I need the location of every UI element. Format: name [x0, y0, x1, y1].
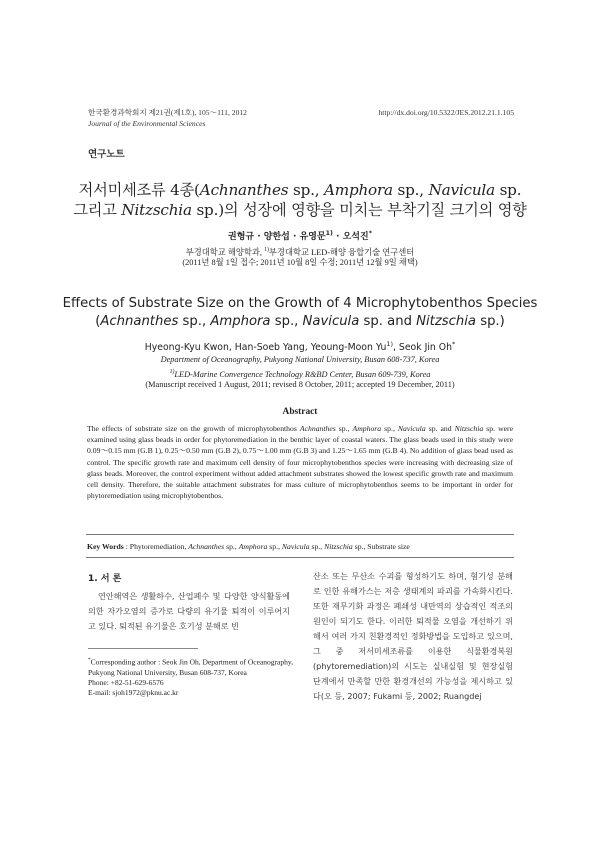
doi-link[interactable]: http://dx.doi.org/10.5322/JES.2012.21.1.105: [378, 108, 514, 117]
english-affiliation-1: Department of Oceanography, Pukyong National University, Busan 608-737, Korea: [160, 355, 440, 364]
journal-citation-ko: 한국환경과학회지 제21권(제1호), 105～111, 2012: [88, 108, 247, 117]
korean-title-line1: 저서미세조류 4종(Achnanthes sp., Amphora sp., Navicula sp.: [78, 181, 522, 199]
korean-title-line2: 그리고 Nitzschia sp.)의 성장에 영향을 미치는 부착기질 크기의 영향: [73, 201, 527, 219]
intro-left-text: 연안해역은 생활하수, 산업폐수 및 다양한 양식활동에 의한 자가오염의 증가로 다량의 유기물 퇴적이 이루어지고 있다. 퇴적된 유기물은 호기성 분해로 빈: [88, 591, 290, 631]
english-title-line2: (Achnanthes sp., Amphora sp., Navicula sp. and Nitzschia sp.): [95, 314, 505, 329]
abstract-title: Abstract: [282, 407, 318, 417]
abstract-body: The effects of substrate size on the growth of microphytobenthos Achnanthes sp., Amphora sp., Navicula sp. and Nitzschia sp. were examined using glass beads in order for phytoremediation in the benthic layer of coastal waters. The glass beads used in this study were 0.09～0.15 mm (G.B 1), 0.25～0.50 mm (G.B 2), 0.75～1.00 mm (G.B 3) and 1.25～1.65 mm (G.B 4). No addition of glass bead used as control. The specific growth rate and maximum cell density of four microphytobenthos species were increasing with decreasing size of glass beads. Moreover, the control experiment without added attachment substrates showed the lowest specific growth rate and maximum cell density. Therefore, the suitable attachment substrates for mass culture of microphytobenthos seems to be important in order for phytoremediation using microphytobenthos.: [87, 424, 514, 501]
english-authors: Hyeong-Kyu Kwon, Han-Soeb Yang, Yeoung-Moon Yu$^{1)}$, Seok Jin Oh*: [144, 340, 456, 354]
korean-affiliation: 부경대학교 해양학과, $^{1)}$부경대학교 LED-해양 융합기술 연구센터: [185, 247, 415, 257]
korean-authors: 권형규 · 양한섭 · 유영문$^{1)}$ · 오석진*: [228, 230, 372, 242]
journal-name-en: Journal of the Environmental Sciences: [88, 119, 206, 128]
keywords-bottom-rule: [86, 557, 514, 558]
korean-title: [60, 180, 540, 220]
footnote-phone: Phone: +82-51-629-6576: [88, 677, 164, 687]
keywords: Key Words : Phytoremediation, Achnanthes sp., Amphora sp., Navicula sp., Nitzschia sp., Substrate size: [87, 542, 410, 551]
english-title-line1: Effects of Substrate Size on the Growth of 4 Microphytobenthos Species: [62, 296, 538, 311]
english-title: [50, 295, 550, 331]
keywords-top-rule: [86, 534, 514, 535]
intro-right-text: 산소 또는 무산소 수괴를 형성하기도 하며, 혐기성 분해로 인한 유해가스는 저층 생태계의 파괴를 가속화시킨다. 또한 재무기화 과정은 폐쇄성 내만역의 상습적인 적조의 원인이 되기도 한다. 이러한 퇴적물 오염을 개선하기 위해서 여러 가지 친환경적인 정화방법을 도입하고 있으며, 그 중 저서미세조류를 이용한 식물환경복원(phytoremediation)의 시도는 실내실험 및 현장실험 단계에서 만족할 만한 환경개선의 가능성을 제시하고 있다(오 등, 2007; Fukami 등, 2002; Ruangdej: [313, 571, 513, 701]
english-dates: (Manuscript received 1 August, 2011; revised 8 October, 2011; accepted 19 December, 2011): [145, 380, 455, 389]
korean-dates: (2011년 8월 1일 접수; 2011년 10월 8일 수정; 2011년 12월 9일 채택): [182, 258, 418, 267]
footnote-author: *Corresponding author : Seok Jin Oh, Department of Oceanography, Pukyong National University, Busan 608-737, Korea: [88, 657, 294, 677]
footnote-rule: [88, 648, 198, 649]
footnote-email[interactable]: E-mail: sjoh1972@pknu.ac.kr: [88, 688, 179, 698]
footnote: [88, 655, 293, 698]
intro-heading: 1. 서 론: [88, 574, 122, 584]
english-affiliation-2: $^{1)}$LED-Marine Convergence Technology R&BD Center, Busan 609-739, Korea: [169, 369, 431, 379]
section-tag: 연구노트: [88, 149, 125, 160]
